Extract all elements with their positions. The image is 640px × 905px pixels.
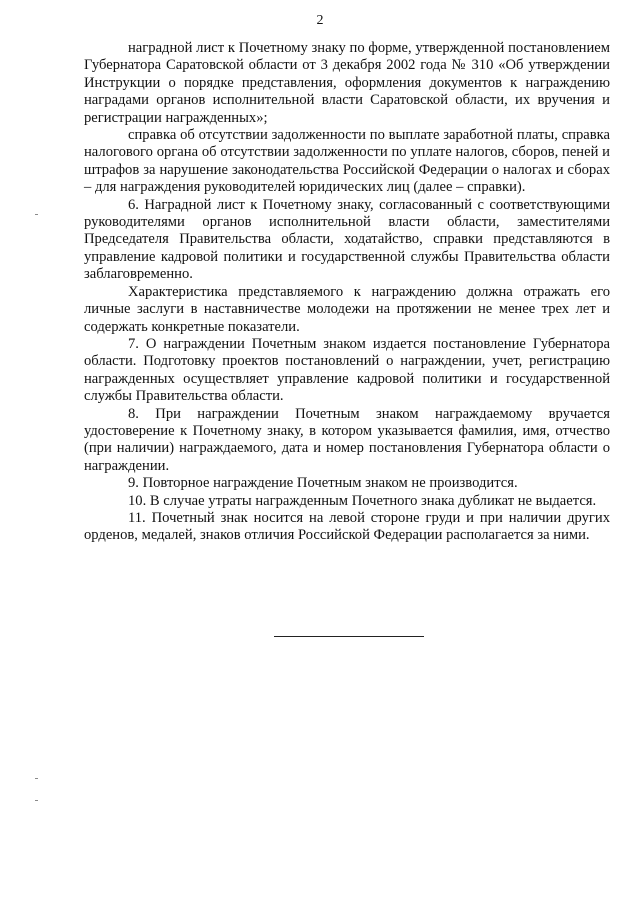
scan-mark: [35, 214, 38, 215]
paragraph-item-11: 11. Почетный знак носится на левой стороне груди и при наличии других орденов, медалей, знаков отличия Российской Федерации располагается за ними.: [84, 509, 610, 544]
paragraph-certificates: справка об отсутствии задолженности по выплате заработной платы, справка налогового органа об отсутствии задолженности по уплате налогов, сборов, пеней и штрафов за нарушение законодательства Российской Федерации о налогах и сборах – для награждения руководителей юридических лиц (далее – справки).: [84, 127, 610, 196]
page-number: 2: [316, 13, 324, 28]
paragraph-item-8: 8. При награждении Почетным знаком награждаемому вручается удостоверение к Почетному знаку, в котором указывается фамилия, имя, отчество (при наличии) награждаемого, дата и номер постановления Губернатора области о награждении.: [84, 405, 610, 474]
end-separator-line: [274, 636, 424, 637]
paragraph-item-9: 9. Повторное награждение Почетным знаком не производится.: [128, 475, 518, 492]
document-body: [84, 40, 610, 545]
scan-mark: [35, 778, 38, 779]
paragraph-item-10: 10. В случае утраты награжденным Почетного знака дубликат не выдается.: [128, 492, 597, 509]
paragraph-item-6: 6. Наградной лист к Почетному знаку, согласованный с соответствующими руководителями органов исполнительной власти области, заместителями Председателя Правительства области, ходатайство, справки представляются в управление кадровой политики и государственной службы Правительства области заблаговременно.: [84, 196, 610, 283]
scan-mark: [35, 800, 38, 801]
paragraph-award-sheet-form: наградной лист к Почетному знаку по форме, утвержденной постановлением Губернатора Саратовской области от 3 декабря 2002 года № 310 «Об утверждении Инструкции о порядке представления, оформления документов к награждению наградами органов исполнительной власти Саратовской области, их вручения и регистрации награжденных»;: [84, 40, 610, 126]
paragraph-item-7: 7. О награждении Почетным знаком издается постановление Губернатора области. Подготовку проектов постановлений о награждении, учет, регистрацию награжденных осуществляет управление кадровой политики и государственной службы Правительства области.: [84, 335, 610, 405]
paragraph-characteristics: Характеристика представляемого к награждению должна отражать его личные заслуги в наставничестве молодежи на протяжении не менее трех лет и содержать конкретные показатели.: [84, 283, 610, 335]
